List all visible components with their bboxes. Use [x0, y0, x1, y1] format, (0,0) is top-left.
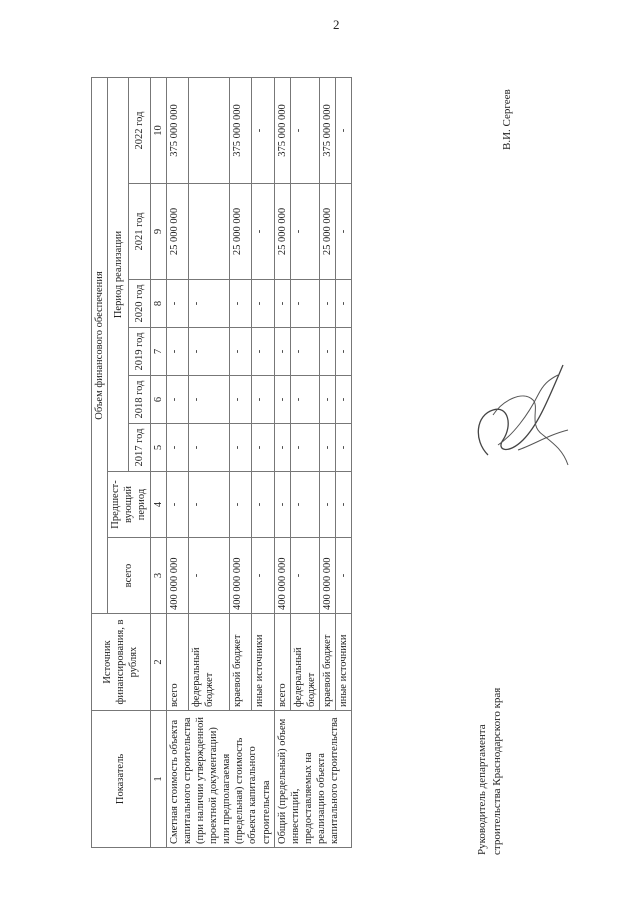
value-cell: -: [252, 424, 274, 472]
value-cell: -: [290, 472, 319, 538]
value-cell: 400 000 000: [229, 538, 251, 614]
value-cell: -: [229, 424, 251, 472]
value-cell: 25 000 000: [320, 184, 336, 280]
value-cell: -: [290, 424, 319, 472]
value-cell: [189, 78, 230, 184]
value-cell: -: [336, 472, 352, 538]
header-source: Источник финансирования, в рублях: [92, 614, 151, 711]
handwritten-signature-icon: [468, 355, 578, 485]
value-cell: -: [320, 376, 336, 424]
col-number: 2: [150, 614, 166, 711]
value-cell: -: [320, 424, 336, 472]
value-cell: [189, 184, 230, 280]
col-number: 9: [150, 184, 166, 280]
value-cell: 375 000 000: [320, 78, 336, 184]
financing-table-rotated: [91, 78, 426, 848]
col-number: 10: [150, 78, 166, 184]
value-cell: -: [229, 472, 251, 538]
value-cell: -: [336, 280, 352, 328]
value-cell: -: [290, 280, 319, 328]
value-cell: -: [320, 328, 336, 376]
value-cell: -: [252, 328, 274, 376]
value-cell: -: [189, 328, 230, 376]
source-cell: иные источники: [252, 614, 274, 711]
header-year: 2020 год: [129, 280, 150, 328]
column-number-row: [150, 78, 166, 848]
indicator-cell: Сметная стоимость объекта капитального строительства (при наличии утвержденной проектной документации) или предполагаемая (предельная) стоимость объекта капитального строительства: [166, 711, 274, 848]
financing-table: [91, 77, 352, 848]
value-cell: -: [166, 424, 188, 472]
source-cell: всего: [274, 614, 290, 711]
value-cell: -: [290, 376, 319, 424]
header-indicator: Показатель: [92, 711, 151, 848]
value-cell: -: [166, 280, 188, 328]
value-cell: -: [252, 376, 274, 424]
value-cell: -: [189, 424, 230, 472]
value-cell: -: [290, 78, 319, 184]
value-cell: 400 000 000: [320, 538, 336, 614]
value-cell: -: [229, 376, 251, 424]
table-row: [166, 78, 188, 848]
value-cell: -: [290, 184, 319, 280]
source-cell: федеральный бюджет: [189, 614, 230, 711]
value-cell: 400 000 000: [166, 538, 188, 614]
value-cell: -: [290, 328, 319, 376]
value-cell: -: [229, 328, 251, 376]
col-number: 8: [150, 280, 166, 328]
value-cell: -: [274, 328, 290, 376]
value-cell: -: [320, 280, 336, 328]
value-cell: -: [274, 280, 290, 328]
value-cell: -: [320, 472, 336, 538]
col-number: 3: [150, 538, 166, 614]
col-number: 7: [150, 328, 166, 376]
value-cell: -: [274, 472, 290, 538]
source-cell: краевой бюджет: [229, 614, 251, 711]
value-cell: 375 000 000: [166, 78, 188, 184]
header-year: 2018 год: [129, 376, 150, 424]
value-cell: 25 000 000: [274, 184, 290, 280]
value-cell: 375 000 000: [274, 78, 290, 184]
header-year: 2019 год: [129, 328, 150, 376]
value-cell: -: [336, 328, 352, 376]
value-cell: 25 000 000: [229, 184, 251, 280]
header-total: всего: [108, 538, 150, 614]
col-number: 1: [150, 711, 166, 848]
indicator-cell: Общий (предельный) объем инвестиций, предоставляемых на реализацию объекта капитального строительства: [274, 711, 352, 848]
signer-title-line1: Руководитель департамента: [476, 724, 488, 855]
value-cell: -: [166, 472, 188, 538]
value-cell: -: [166, 328, 188, 376]
value-cell: -: [336, 78, 352, 184]
value-cell: 375 000 000: [229, 78, 251, 184]
header-previous: Предшест-вующий период: [108, 472, 150, 538]
value-cell: -: [189, 538, 230, 614]
signer-title-line2: строительства Краснодарского края: [491, 687, 503, 855]
value-cell: -: [252, 538, 274, 614]
value-cell: -: [166, 376, 188, 424]
header-period: Период реализации: [108, 78, 129, 472]
col-number: 5: [150, 424, 166, 472]
col-number: 4: [150, 472, 166, 538]
source-cell: всего: [166, 614, 188, 711]
value-cell: -: [252, 280, 274, 328]
page-number: 2: [333, 17, 340, 32]
value-cell: -: [252, 78, 274, 184]
value-cell: -: [336, 184, 352, 280]
source-cell: иные источники: [336, 614, 352, 711]
header-volume: Объем финансового обеспечения: [92, 78, 108, 614]
value-cell: 25 000 000: [166, 184, 188, 280]
value-cell: -: [229, 280, 251, 328]
value-cell: -: [189, 280, 230, 328]
value-cell: -: [290, 538, 319, 614]
value-cell: -: [189, 376, 230, 424]
value-cell: -: [252, 184, 274, 280]
header-year: 2022 год: [129, 78, 150, 184]
value-cell: 400 000 000: [274, 538, 290, 614]
signer-name: В.И. Сергеев: [501, 89, 513, 150]
value-cell: -: [252, 472, 274, 538]
source-cell: федеральный бюджет: [290, 614, 319, 711]
value-cell: -: [189, 472, 230, 538]
value-cell: -: [274, 376, 290, 424]
table-row: [274, 78, 290, 848]
col-number: 6: [150, 376, 166, 424]
value-cell: -: [336, 376, 352, 424]
value-cell: -: [336, 538, 352, 614]
header-year: 2017 год: [129, 424, 150, 472]
source-cell: краевой бюджет: [320, 614, 336, 711]
value-cell: -: [336, 424, 352, 472]
value-cell: -: [274, 424, 290, 472]
header-year: 2021 год: [129, 184, 150, 280]
